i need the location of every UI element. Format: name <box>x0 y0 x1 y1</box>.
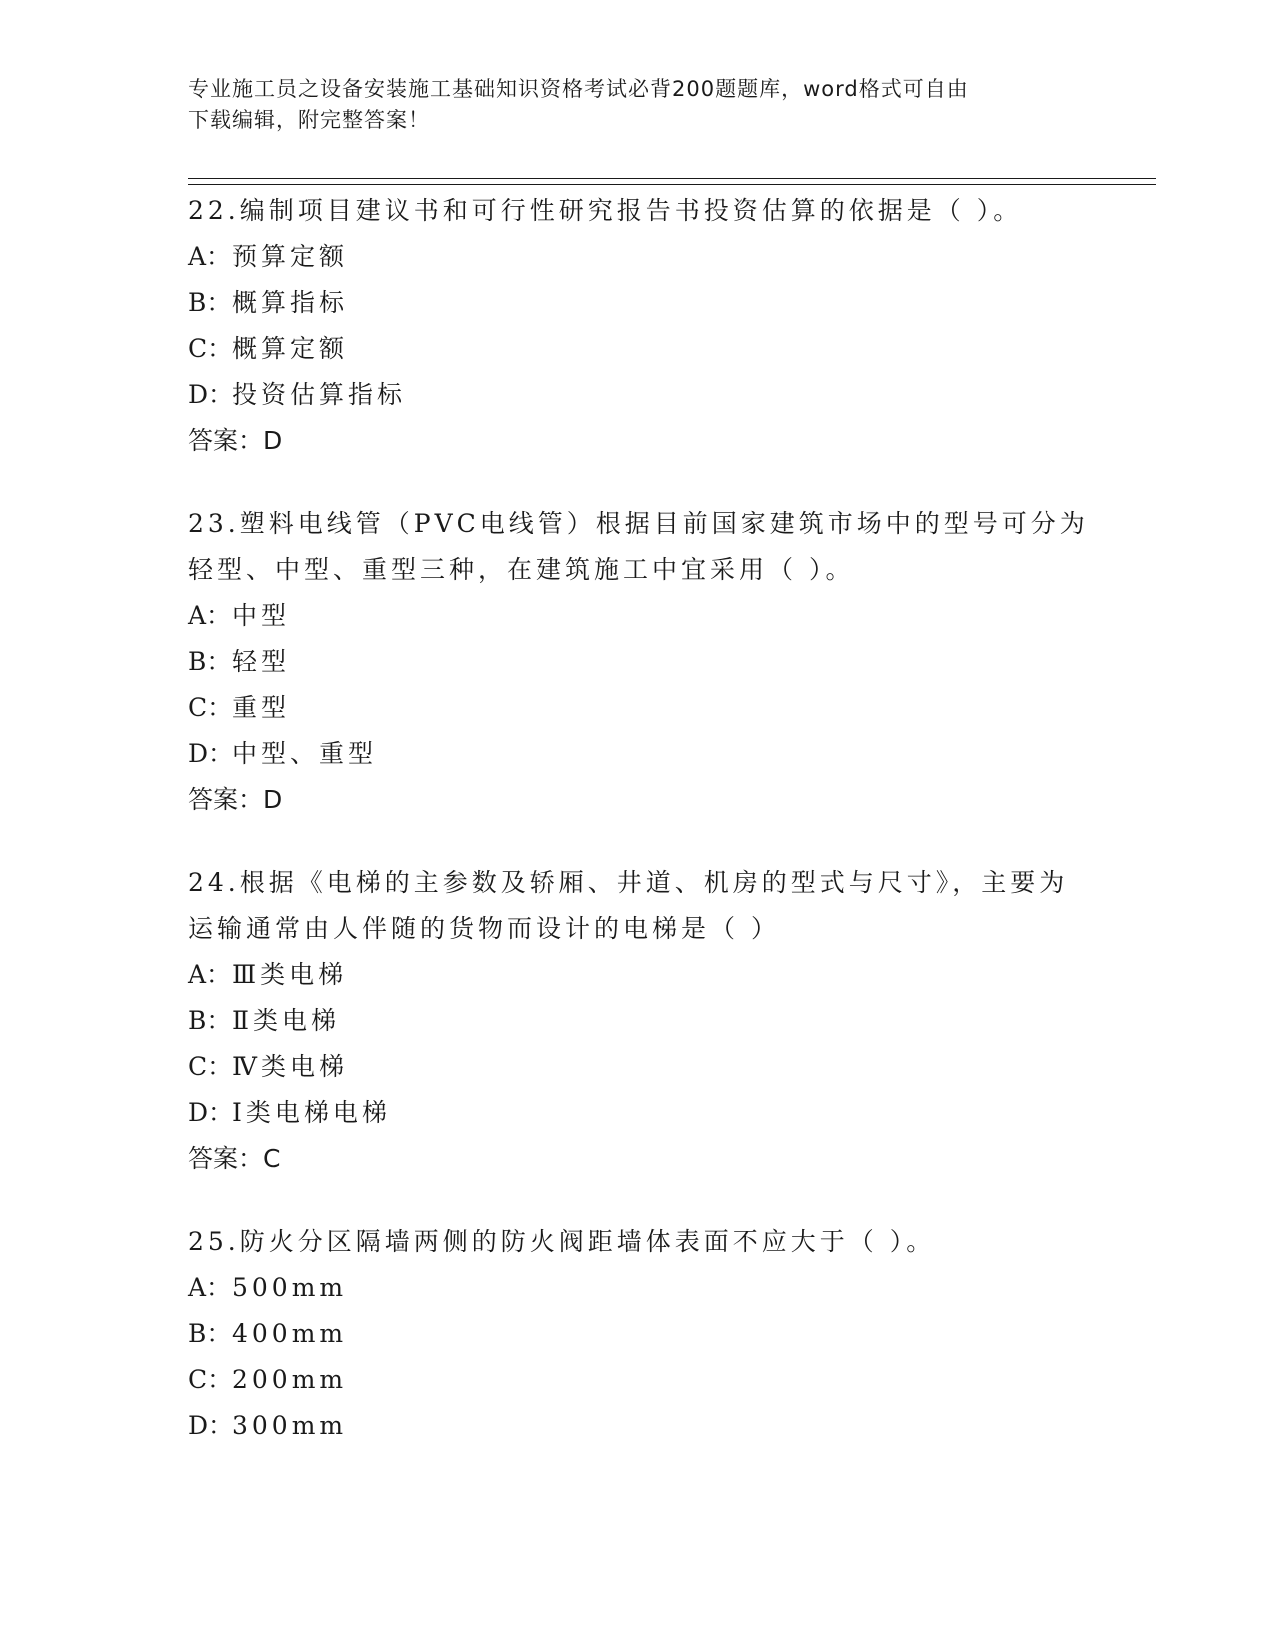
option-c <box>188 1044 1108 1090</box>
question-stem: 25.防火分区隔墙两侧的防火阀距墙体表面不应大于（ ）。 <box>188 1227 936 1256</box>
option-text: 400mm <box>232 1319 348 1348</box>
option-b <box>188 1311 1108 1357</box>
question-stem: 24.根据《电梯的主参数及轿厢、井道、机房的型式与尺寸》，主要为 <box>188 868 1069 897</box>
option-letter: C： <box>188 1365 233 1394</box>
option-letter: A： <box>188 960 232 989</box>
option-letter: C： <box>188 693 233 722</box>
option-text: 轻型 <box>232 647 291 676</box>
option-letter: B： <box>188 1319 232 1348</box>
option-c <box>188 1357 1108 1403</box>
option-text: 中型 <box>232 601 291 630</box>
question-stem: 运输通常由人伴随的货物而设计的电梯是（ ） <box>188 914 780 943</box>
option-d <box>188 1090 1108 1136</box>
question-23 <box>188 501 1108 823</box>
option-text: 概算指标 <box>232 288 349 317</box>
option-letter: B： <box>188 647 232 676</box>
option-text: Ⅳ类电梯 <box>232 1052 348 1081</box>
option-text: 300mm <box>232 1411 348 1440</box>
option-a <box>188 1265 1108 1311</box>
option-letter: A： <box>188 601 232 630</box>
option-letter: D： <box>188 739 234 768</box>
option-letter: B： <box>188 1006 232 1035</box>
option-text: 投资估算指标 <box>232 380 407 409</box>
option-letter: C： <box>188 1052 233 1081</box>
option-letter: B： <box>188 288 232 317</box>
option-letter: D： <box>188 1098 234 1127</box>
option-letter: D： <box>188 1411 234 1440</box>
option-b <box>188 998 1108 1044</box>
document-header <box>188 74 1088 136</box>
question-list <box>188 188 1108 1486</box>
option-text: Ⅰ类电梯电梯 <box>232 1098 391 1127</box>
option-a <box>188 234 1108 280</box>
question-stem: 23.塑料电线管（PVC电线管）根据目前国家建筑市场中的型号可分为 <box>188 509 1089 538</box>
answer-label: 答案：D <box>188 426 283 455</box>
option-c <box>188 326 1108 372</box>
answer-label: 答案：C <box>188 1144 281 1173</box>
option-text: Ⅲ类电梯 <box>232 960 348 989</box>
option-a <box>188 952 1108 998</box>
option-d <box>188 731 1108 777</box>
option-d <box>188 372 1108 418</box>
option-text: 重型 <box>232 693 291 722</box>
question-24 <box>188 860 1108 1182</box>
option-b <box>188 639 1108 685</box>
question-25 <box>188 1219 1108 1449</box>
question-22 <box>188 188 1108 464</box>
option-text: 预算定额 <box>232 242 349 271</box>
question-stem: 22.编制项目建议书和可行性研究报告书投资估算的依据是（ ）。 <box>188 196 1023 225</box>
option-text: 200mm <box>232 1365 348 1394</box>
option-letter: D： <box>188 380 234 409</box>
option-b <box>188 280 1108 326</box>
option-text: 中型、重型 <box>232 739 378 768</box>
option-d <box>188 1403 1108 1449</box>
option-text: 500mm <box>232 1273 348 1302</box>
option-c <box>188 685 1108 731</box>
option-text: 概算定额 <box>232 334 349 363</box>
header-line-1: 专业施工员之设备安装施工基础知识资格考试必背200题题库，word格式可自由 <box>188 77 969 101</box>
header-line-2: 下载编辑，附完整答案！ <box>188 108 430 132</box>
option-text: Ⅱ类电梯 <box>232 1006 340 1035</box>
header-double-rule <box>188 178 1156 185</box>
option-letter: A： <box>188 1273 232 1302</box>
answer-label: 答案：D <box>188 785 283 814</box>
option-a <box>188 593 1108 639</box>
option-letter: A： <box>188 242 232 271</box>
option-letter: C： <box>188 334 233 363</box>
question-stem: 轻型、中型、重型三种，在建筑施工中宜采用（ ）。 <box>188 555 855 584</box>
